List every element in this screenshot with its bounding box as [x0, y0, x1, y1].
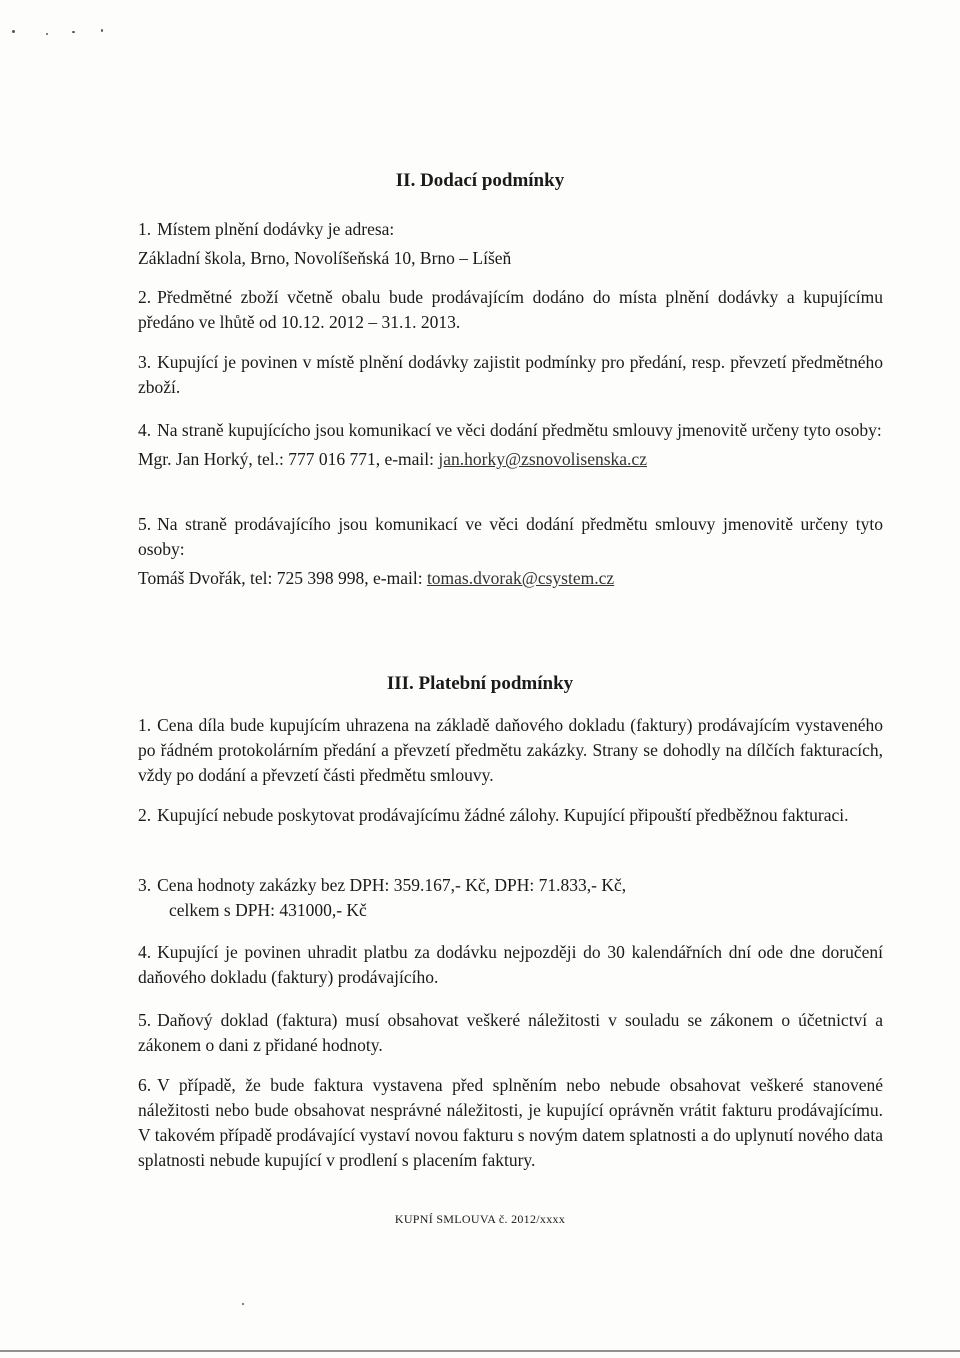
item-number: 5.: [138, 514, 152, 534]
item-text: Kupující je povinen uhradit platbu za dodávku nejpozději do 30 kalendářních dní ode dne doručení daňového dokladu (faktury) prodávajícího.: [138, 942, 883, 987]
item-number: 5.: [138, 1010, 152, 1030]
item-text: Cena hodnoty zakázky bez DPH: 359.167,- Kč, DPH: 71.833,- Kč,: [157, 875, 627, 895]
item-number: 1.: [138, 219, 152, 239]
scan-speck: [12, 30, 15, 33]
payment-item-4: [138, 940, 883, 990]
item-text: Na straně kupujícícho jsou komunikací ve věci dodání předmětu smlouvy jmenovitě určeny tyto osoby:: [157, 420, 882, 440]
payment-item-5: [138, 1008, 883, 1058]
item-number: 6.: [138, 1075, 152, 1095]
section-title-payment: III. Platební podmínky: [386, 673, 574, 694]
delivery-item-5: [138, 512, 883, 591]
item-number: 4.: [138, 942, 152, 962]
item-number: 2.: [138, 287, 152, 307]
item-text: V případě, že bude faktura vystavena před splněním nebo nebude obsahovat veškeré stanovené náležitosti nebo bude obsahovat nesprávné náležitosti, je kupující oprávněn vrátit fakturu prodávajícímu. V takovém případě prodávající vystaví novou fakturu s novým datem splatnosti a do uplynutí nového data splatnosti nebude kupující v prodlení s placením faktury.: [138, 1075, 883, 1170]
contract-footer: KUPNÍ SMLOUVA č. 2012/xxxx: [394, 1212, 566, 1226]
item-text: Předmětné zboží včetně obalu bude prodávajícím dodáno do místa plnění dodávky a kupujícímu předáno ve lhůtě od 10.12. 2012 – 31.1. 2013.: [138, 287, 883, 332]
buyer-contact: [138, 447, 883, 472]
scan-speck: [101, 29, 103, 32]
item-number: 1.: [138, 715, 152, 735]
payment-item-6: [138, 1073, 883, 1173]
payment-item-1: [138, 713, 883, 788]
section-title-delivery: II. Dodací podmínky: [395, 170, 565, 191]
item-text: Kupující nebude poskytovat prodávajícímu žádné zálohy. Kupující připouští předběžnou fakturaci.: [157, 805, 849, 825]
delivery-item-4: [138, 418, 883, 472]
seller-contact-details: Tomáš Dvořák, tel: 725 398 998, e-mail:: [138, 568, 427, 588]
item-number: 3.: [138, 875, 152, 895]
buyer-email-link[interactable]: jan.horky@zsnovolisenska.cz: [438, 449, 647, 469]
scan-speck: [72, 31, 75, 33]
seller-contact: [138, 566, 883, 591]
delivery-item-2: [138, 285, 883, 335]
item-number: 2.: [138, 805, 152, 825]
buyer-contact-details: Mgr. Jan Horký, tel.: 777 016 771, e-mail:: [138, 449, 439, 469]
item-text: Cena díla bude kupujícím uhrazena na základě daňového dokladu (faktury) prodávajícím vystaveného po řádném protokolárním předání a převzetí předmětu zakázky. Strany se dohodly na dílčích fakturacích, vždy po dodání a převzetí části předmětu smlouvy.: [138, 715, 883, 785]
item-number: 4.: [138, 420, 152, 440]
delivery-item-1: [138, 217, 883, 271]
scan-edge-line: [0, 1350, 960, 1352]
scan-speck: [46, 33, 48, 35]
scan-speck: [242, 1303, 244, 1305]
item-text: Kupující je povinen v místě plnění dodávky zajistit podmínky pro předání, resp. převzetí předmětného zboží.: [138, 352, 883, 397]
payment-item-3: [138, 873, 883, 923]
delivery-item-3: [138, 350, 883, 400]
item-number: 3.: [138, 352, 152, 372]
item-text: Daňový doklad (faktura) musí obsahovat veškeré náležitosti v souladu se zákonem o účetnictví a zákonem o dani z přidané hodnoty.: [138, 1010, 883, 1055]
delivery-address: Základní škola, Brno, Novolíšeňská 10, Brno – Líšeň: [138, 248, 512, 268]
item-text: Na straně prodávajícího jsou komunikací ve věci dodání předmětu smlouvy jmenovitě určeny tyto osoby:: [138, 514, 883, 559]
total-with-vat: celkem s DPH: 431000,- Kč: [169, 900, 367, 920]
payment-item-2: [138, 803, 883, 828]
item-text: Místem plnění dodávky je adresa:: [157, 219, 395, 239]
seller-email-link[interactable]: tomas.dvorak@csystem.cz: [426, 568, 615, 588]
